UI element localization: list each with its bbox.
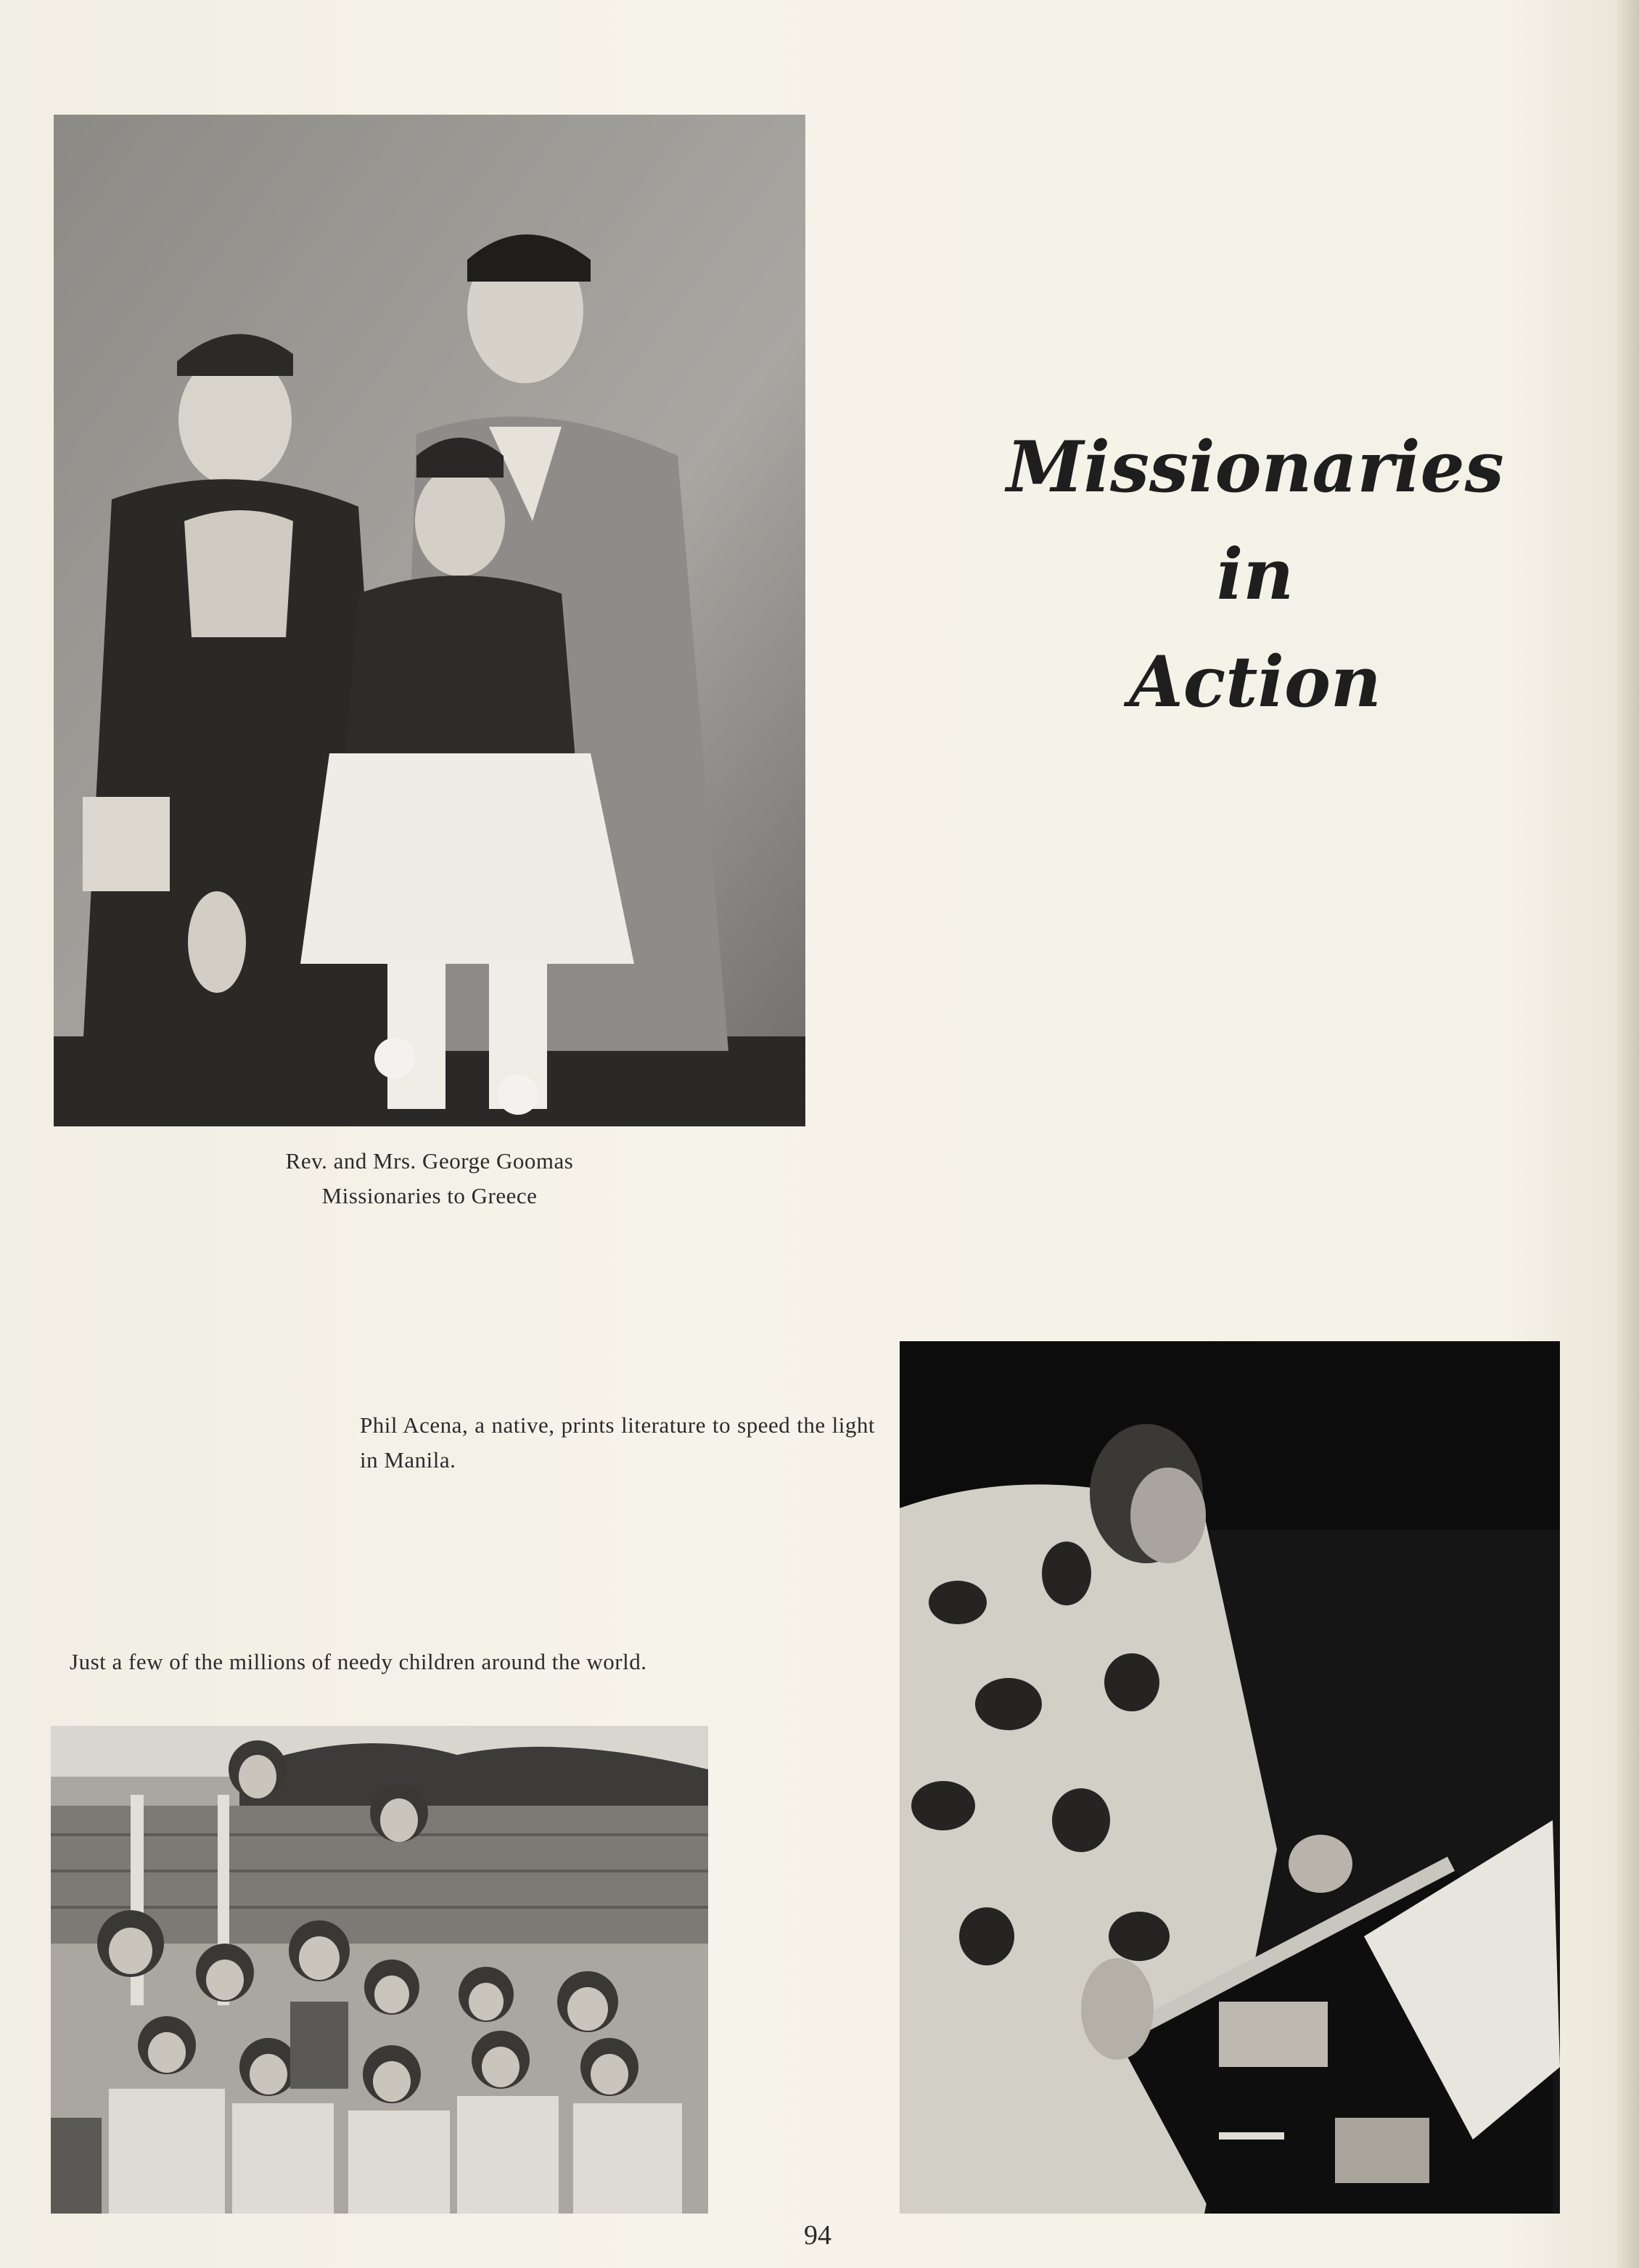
- printer-photo: [900, 1341, 1560, 2214]
- family-portrait-photo: [54, 115, 805, 1126]
- title-line-3: Action: [1129, 641, 1381, 723]
- title-line-1: Missionaries: [1006, 426, 1504, 508]
- family-caption-line2: Missionaries to Greece: [321, 1183, 538, 1208]
- page-number: 94: [804, 2220, 831, 2251]
- page-spine-shadow: [1614, 0, 1639, 2268]
- children-image: [51, 1726, 708, 2214]
- title-line-2: in: [1216, 533, 1294, 615]
- family-caption-line1: Rev. and Mrs. George Goomas: [285, 1148, 574, 1174]
- printer-photo-caption: Phil Acena, a native, prints literature to speed the light in Manila.: [360, 1412, 875, 1473]
- children-photo: [51, 1726, 708, 2214]
- family-photo-caption: [54, 1144, 805, 1213]
- page-title: [972, 414, 1538, 736]
- printer-image: [900, 1341, 1560, 2214]
- children-photo-caption: Just a few of the millions of needy children around the world.: [70, 1649, 647, 1674]
- family-portrait-image: [54, 115, 805, 1126]
